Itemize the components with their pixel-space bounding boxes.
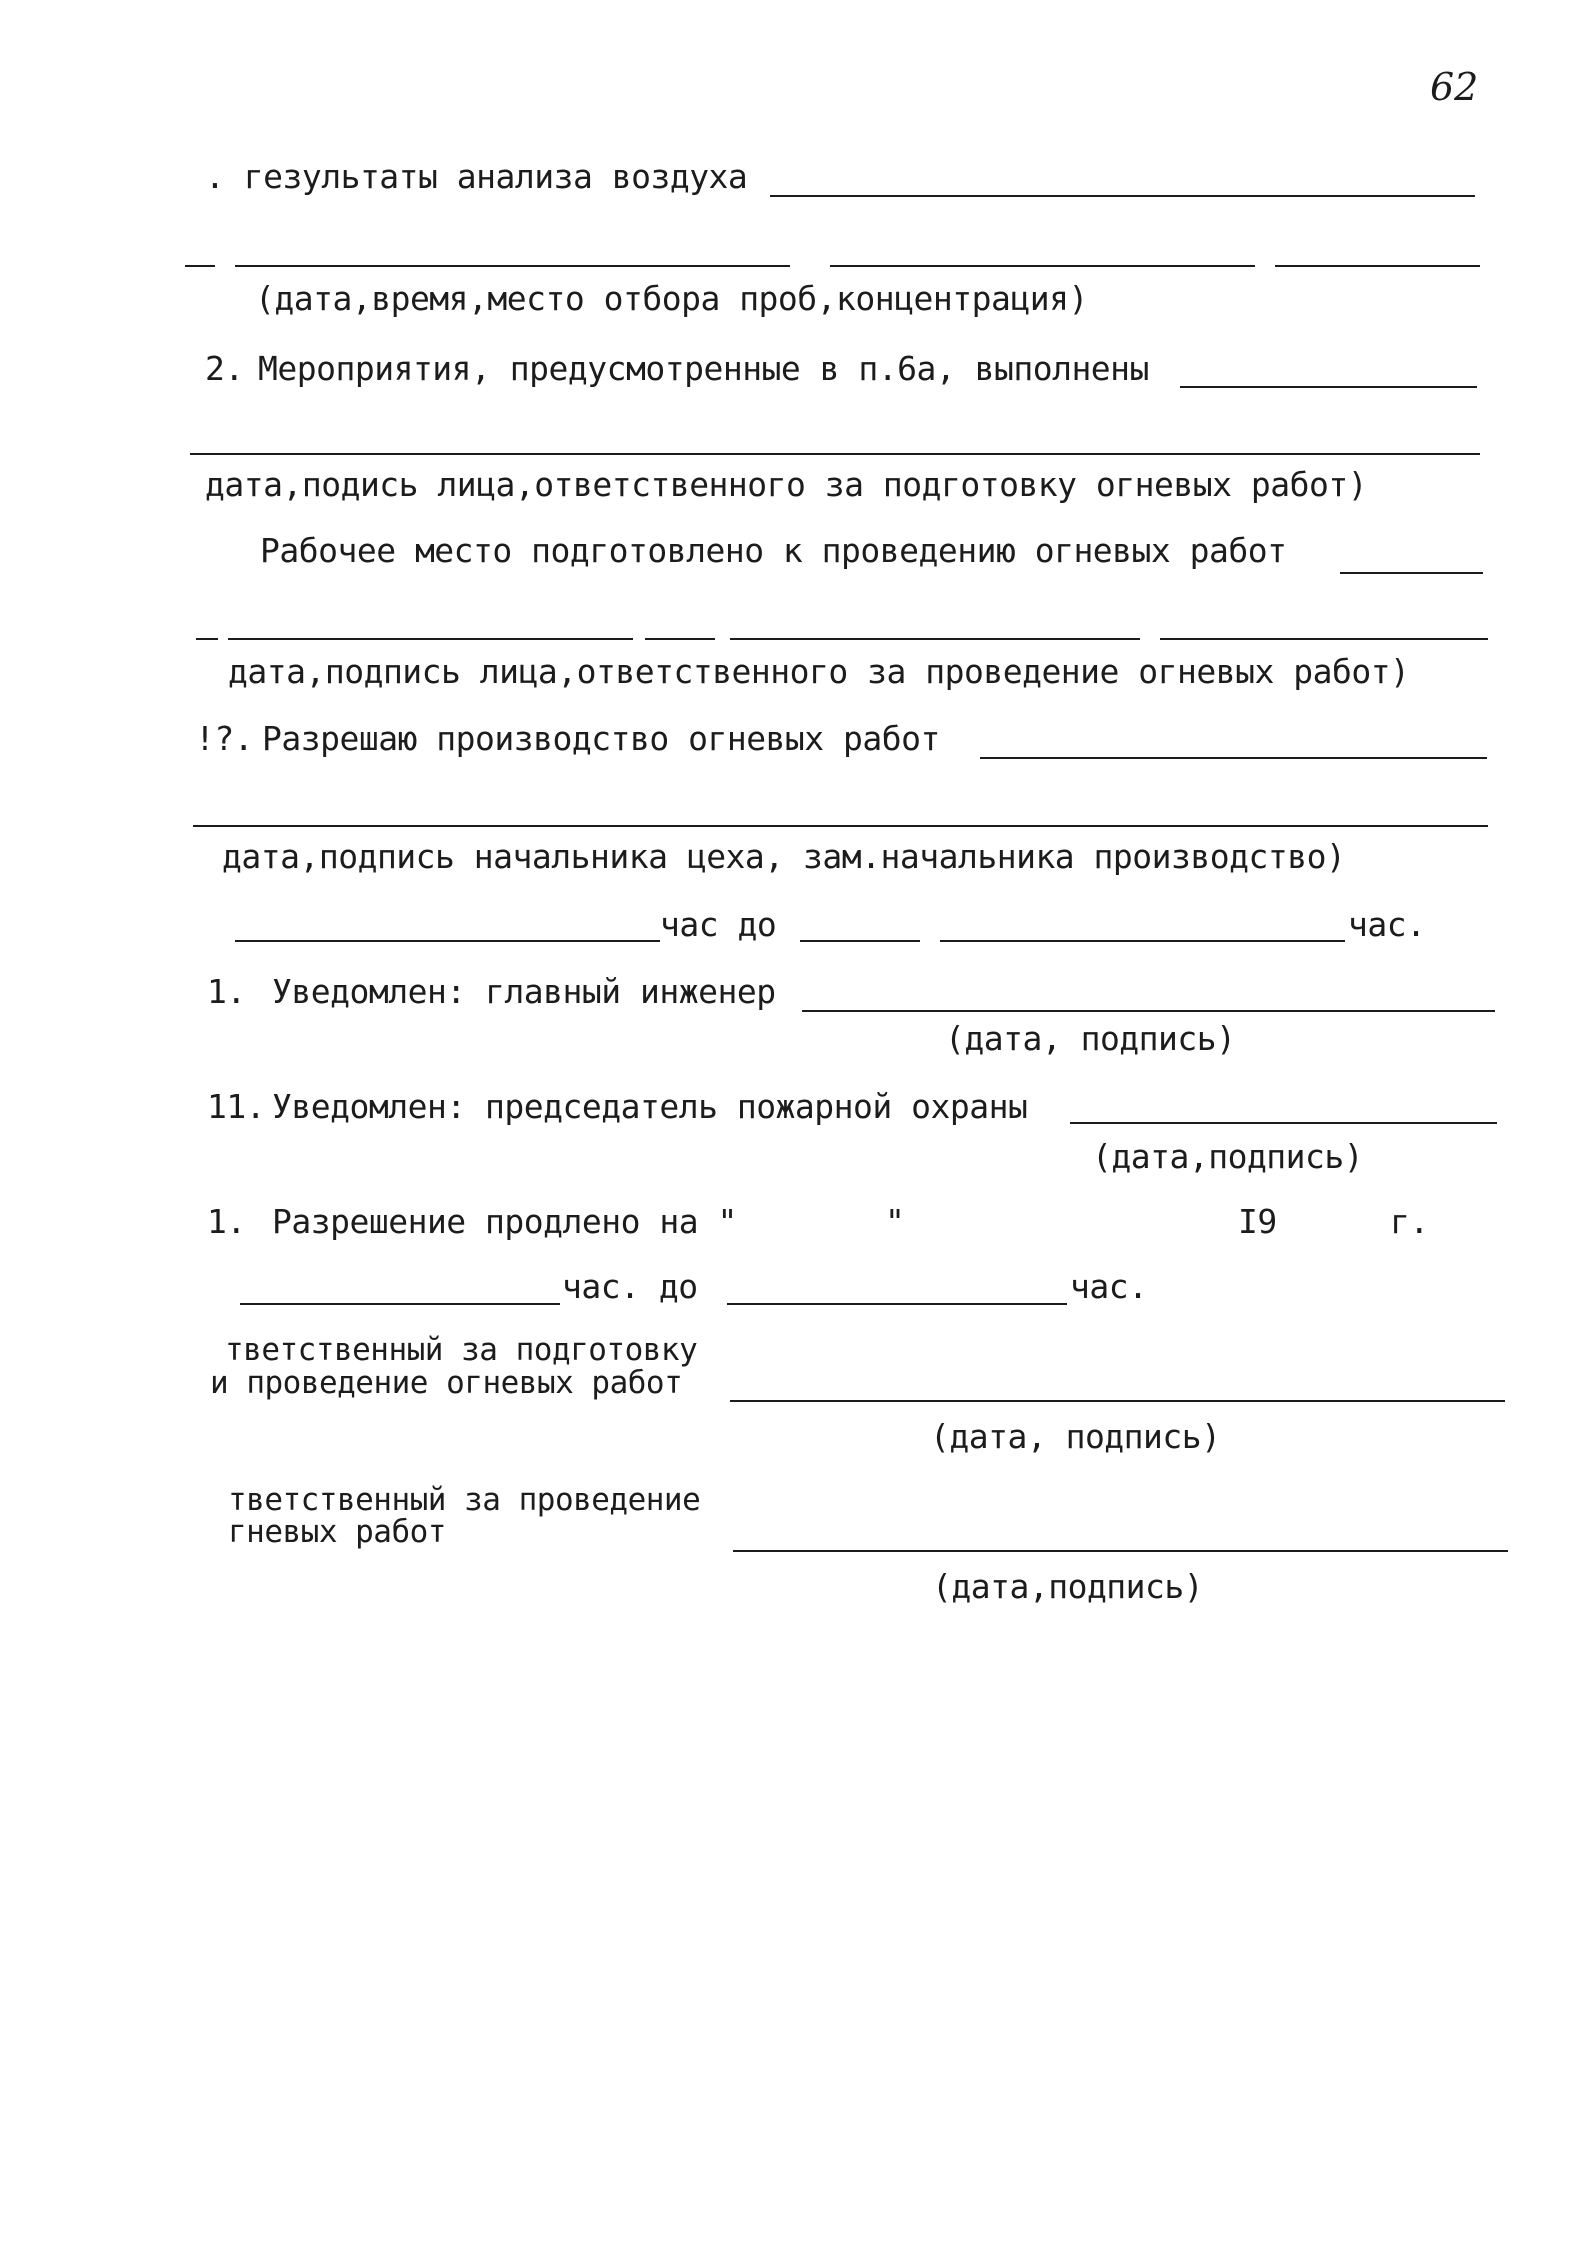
extended-quote-close: " [885, 1202, 905, 1241]
air-analysis-label: . гезультаты анализа воздуха [205, 157, 748, 196]
measures-field-2 [190, 453, 1480, 455]
measures-field [1180, 386, 1477, 388]
fire-chair-caption: (дата,подпись) [1092, 1137, 1364, 1176]
extended-label: Разрешение продлено на " [272, 1202, 737, 1241]
extended-year-suffix: г. [1390, 1202, 1429, 1241]
sign2-line2: гневых работ [228, 1514, 446, 1550]
fire-chair-label: Уведомлен: председатель пожарной охраны [272, 1087, 1028, 1126]
air-analysis-field-dash [185, 265, 215, 267]
time-to-field-b [940, 940, 1345, 942]
workplace-field [1340, 572, 1483, 574]
page-number: 62 [1430, 65, 1479, 109]
time-hours-label: час до [660, 905, 777, 944]
extend-from-field [240, 1303, 560, 1305]
air-analysis-caption: (дата,время,место отбора проб,концентрация) [255, 279, 1088, 318]
extend-hours-end: час. [1070, 1267, 1148, 1306]
workplace-field-2a [228, 638, 633, 640]
authorize-field-2 [193, 825, 1488, 827]
chief-engineer-caption: (дата, подпись) [945, 1019, 1236, 1058]
fire-chair-marker: 11. [207, 1087, 266, 1126]
measures-marker: 2. [205, 349, 244, 388]
workplace-field-2b [645, 638, 715, 640]
air-analysis-field-2a [235, 265, 790, 267]
sign2-field [733, 1550, 1508, 1552]
authorize-field [980, 757, 1487, 759]
chief-engineer-field [802, 1010, 1495, 1012]
authorize-marker: !?. [195, 719, 254, 758]
sign1-line1: тветственный за подготовку [225, 1332, 698, 1368]
workplace-field-2d [1160, 638, 1488, 640]
workplace-caption: дата,подпись лица,ответственного за проведение огневых работ) [228, 652, 1410, 691]
sign1-caption: (дата, подпись) [930, 1417, 1221, 1456]
time-hours-end: час. [1348, 905, 1426, 944]
measures-label: Мероприятия, предусмотренные в п.6а, выполнены [258, 349, 1149, 388]
workplace-field-2c [730, 638, 1140, 640]
workplace-field-dash [196, 638, 218, 640]
workplace-label: Рабочее место подготовлено к проведению огневых работ [260, 531, 1287, 570]
extended-year-prefix: I9 [1238, 1202, 1277, 1241]
measures-caption: дата,подись лица,ответственного за подготовку огневых работ) [205, 465, 1368, 504]
time-to-field-a [800, 940, 920, 942]
authorize-label: Разрешаю производство огневых работ [262, 719, 940, 758]
air-analysis-field [770, 195, 1475, 197]
extend-to-field [727, 1303, 1067, 1305]
sign1-line2: и проведение огневых работ [210, 1365, 683, 1401]
air-analysis-field-2c [1275, 265, 1480, 267]
sign2-caption: (дата,подпись) [932, 1567, 1204, 1606]
air-analysis-field-2b [830, 265, 1255, 267]
fire-chair-field [1070, 1122, 1497, 1124]
authorize-caption: дата,подпись начальника цеха, зам.начальника производство) [222, 837, 1346, 876]
time-from-field [235, 940, 660, 942]
extend-hours-label: час. до [562, 1267, 698, 1306]
chief-engineer-label: Уведомлен: главный инженер [272, 972, 776, 1011]
sign2-line1: тветственный за проведение [228, 1482, 701, 1518]
chief-engineer-marker: 1. [207, 972, 246, 1011]
extended-marker: 1. [207, 1202, 246, 1241]
sign1-field [730, 1400, 1505, 1402]
